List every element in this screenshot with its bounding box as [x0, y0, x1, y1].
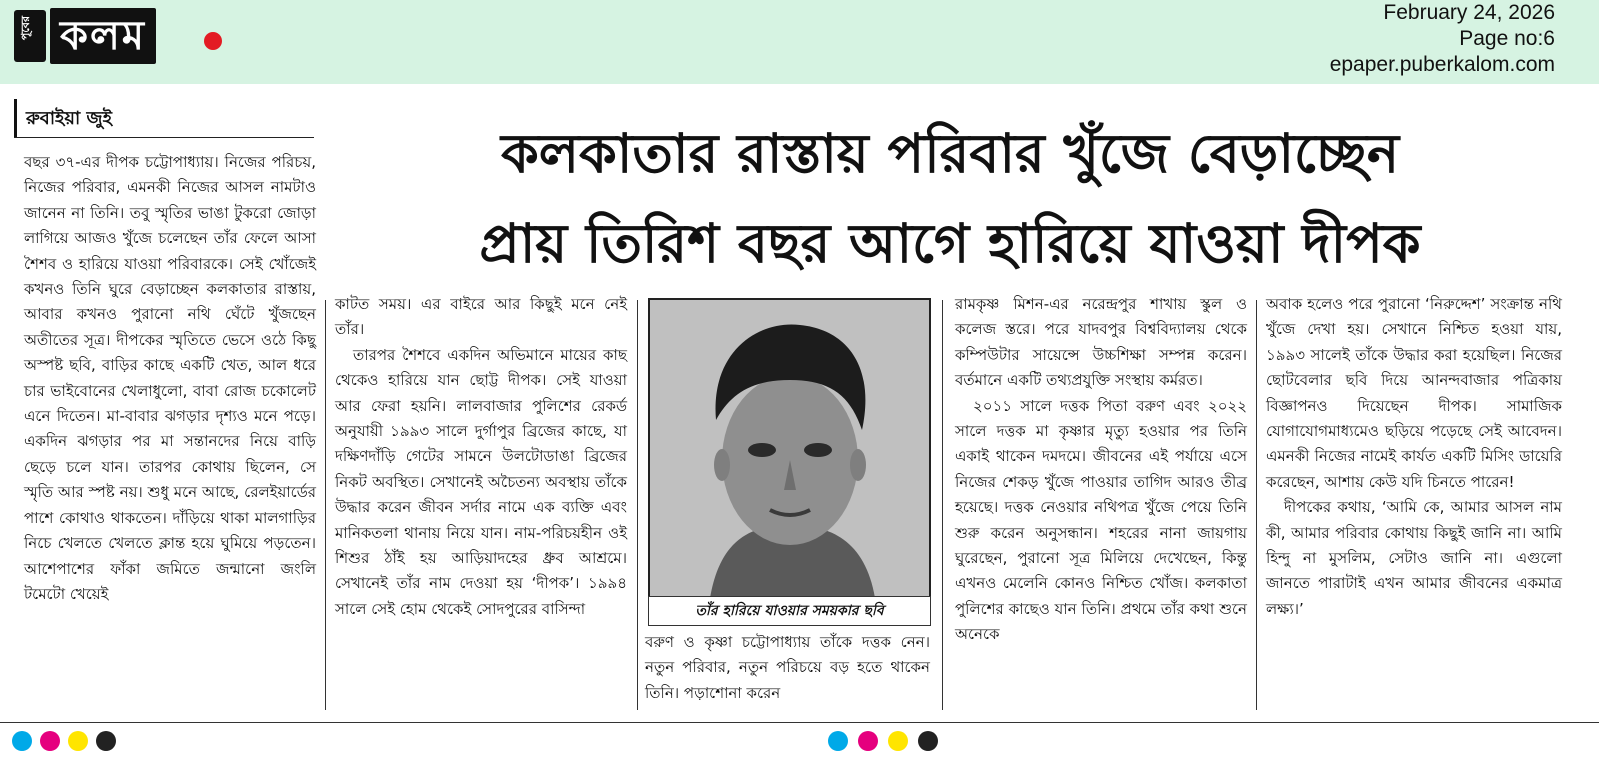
column-3-para-1: রামকৃষ্ণ মিশন-এর নরেন্দ্রপুর শাখায় স্কুল ও কলেজ স্তরে। পরে যাদবপুর বিশ্ববিদ্যালয় থেকে কম্পিউটার সায়েন্সে উচ্চশিক্ষা সম্পন্ন করেন। বর্তমানে একটি তথ্যপ্রযুক্তি সংস্থায় কর্মরত।: [955, 295, 1247, 390]
registration-mark-yellow: [68, 731, 88, 751]
column-1-text: বছর ৩৭-এর দীপক চট্টোপাধ্যায়। নিজের পরিচয়, নিজের পরিবার, এমনকী নিজের আসল নামটাও জানেন না তিনি। তবু স্মৃতির ভাঙা টুকরো জোড়া লাগিয়ে আজও খুঁজে চলেছেন তাঁর ফেলে আসা শৈশব ও হারিয়ে যাওয়া পরিবারকে। সেই খোঁজেই কখনও তিনি ঘুরে বেড়াচ্ছেন কলকাতার রাস্তায়, আবার কখনও পুরানো নথি ঘেঁটে খুঁজছেন অতীতের সূত্র। দীপকের স্মৃতিতে ভেসে ওঠে কিছু অস্পষ্ট ছবি, বাড়ির কাছে একটি খেত, আল ধরে চার ভাইবোনের খেলাধুলো, বাবা রোজ চকোলেট এনে দিতেন। মা-বাবার ঝগড়ার দৃশ্যও মনে পড়ে। একদিন ঝগড়ার পর মা সন্তানদের নিয়ে বাড়ি ছেড়ে চলে যান। তারপর কোথায় ছিলেন, সে স্মৃতি আর স্পষ্ট নয়। শুধু মনে আছে, রেলইয়ার্ডের পাশে কোথাও থাকতেন। দাঁড়িয়ে থাকা মালগাড়ির নিচে খেলতে খেলতে ক্লান্ত হয়ে ঘুমিয়ে পড়তেন। আশেপাশের ফাঁকা জমিতে জন্মানো জংলি টমেটো খেয়েই: [24, 153, 316, 603]
column-4-para-2: দীপকের কথায়, ‘আমি কে, আমার আসল নাম কী, আমার পরিবার কোথায় কিছুই জানি না। আমি হিন্দু না মুসলিম, সেটাও জানি না। এগুলো জানতে পারাটাই এখন আমার জীবনের একমাত্র লক্ষ্য।’: [1266, 498, 1562, 618]
registration-mark-cyan: [828, 731, 848, 751]
logo-side-tab: [14, 10, 46, 62]
registration-mark-yellow: [888, 731, 908, 751]
headline-line-1: কলকাতার রাস্তায় পরিবার খুঁজে বেড়াচ্ছেন: [500, 121, 1400, 185]
column-divider: [325, 300, 326, 710]
article-column-4: [1266, 292, 1562, 622]
registration-mark-black: [96, 731, 116, 751]
site-url[interactable]: epaper.puberkalom.com: [1329, 53, 1555, 76]
column-divider: [637, 300, 638, 710]
footer-rule: [0, 722, 1599, 723]
photo-caption: তাঁর হারিয়ে যাওয়ার সময়কার ছবি: [648, 596, 931, 626]
registration-mark-magenta: [40, 731, 60, 751]
deepak-childhood-photo[interactable]: [648, 298, 931, 626]
masthead: [0, 0, 1599, 84]
byline-rule: [14, 99, 17, 137]
column-3-para-2: ২০১১ সালে দত্তক পিতা বরুণ এবং ২০২২ সালে দত্তক মা কৃষ্ণার মৃত্যু হওয়ার পর তিনি একাই থাকেন দমদমে। জীবনের এই পর্যায়ে এসে নিজের শেকড় খুঁজে পাওয়ার তাগিদ আরও তীব্র হয়েছে। দত্তক নেওয়ার নথিপত্র খুঁজে পেয়ে তিনি শুরু করেন অনুসন্ধান। শহরের নানা জায়গায় ঘুরেছেন, পুরানো সূত্র মিলিয়ে দেখেছেন, কিন্তু এখনও মেলেনি কোনও নিশ্চিত খোঁজ। কলকাতা পুলিশের কাছেও যান তিনি। প্রথমে তাঁর কথা শুনে অনেকে: [955, 396, 1247, 644]
page-number: Page no:6: [1459, 27, 1555, 50]
registration-mark-cyan: [12, 731, 32, 751]
column-2b-text: বরুণ ও কৃষ্ণা চট্টোপাধ্যায় তাঁকে দত্তক নেন। নতুন পরিবার, নতুন পরিচয়ে বড় হতে থাকেন তিনি। পড়াশোনা করেন: [645, 633, 930, 702]
portrait-image: [650, 300, 929, 598]
article-column-2: [335, 292, 627, 622]
column-divider: [942, 300, 943, 710]
logo-side-text: পূবের: [19, 16, 32, 41]
article-column-3: [955, 292, 1247, 648]
column-4-para-1: অবাক হলেও পরে পুরানো ‘নিরুদ্দেশ’ সংক্রান্ত নথি খুঁজে দেখা হয়। সেখানে নিশ্চিত হওয়া যায়, ১৯৯৩ সালেই তাঁকে উদ্ধার করা হয়েছিল। নিজের ছোটবেলার ছবি দিয়ে আনন্দবাজার পত্রিকায় বিজ্ঞাপনও দিয়েছেন দীপক। সামাজিক যোগাযোগমাধ্যমেও ছড়িয়ে পড়েছে সেই আবেদন। এমনকী নিজের নামেই কার্যত একটি মিসিং ডায়েরি করেছেন, আশায় কেউ যদি চিনতে পারেন!: [1266, 295, 1562, 491]
logo-wordmark: কলম: [50, 8, 156, 64]
byline-underline: [14, 137, 314, 138]
registration-mark-black: [918, 731, 938, 751]
column-2-para-1: কাটত সময়। এর বাইরে আর কিছুই মনে নেই তাঁর।: [335, 295, 627, 339]
article-headline: [330, 108, 1570, 288]
edition-info: [1330, 0, 1555, 78]
article-column-1: [24, 150, 316, 607]
newspaper-logo[interactable]: [14, 6, 254, 64]
column-2-para-2: তারপর শৈশবে একদিন অভিমানে মায়ের কাছ থেকেও হারিয়ে যান ছোট্ট দীপক। সেই যাওয়া আর ফেরা হয়নি। লালবাজার পুলিশের রেকর্ড অনুযায়ী ১৯৯৩ সালে দুর্গাপুর ব্রিজের কাছে, যা দক্ষিণদাঁড়ি গেটের সামনে উলটোডাঙা ব্রিজের নিকট অবস্থিত। সেখানেই অচৈতন্য অবস্থায় তাঁকে উদ্ধার করেন জীবন সর্দার নামে এক ব্যক্তি এবং মানিকতলা থানায় নিয়ে যান। নাম-পরিচয়হীন ওই শিশুর ঠাঁই হয় আড়িয়াদহের ধ্রুব আশ্রমে। সেখানেই তাঁর নাম দেওয়া হয় ‘দীপক’। ১৯৯৪ সালে সেই হোম থেকেই সোদপুরের বাসিন্দা: [335, 345, 627, 618]
edition-date: February 24, 2026: [1383, 1, 1555, 24]
registration-mark-magenta: [858, 731, 878, 751]
article-column-2b: [645, 630, 930, 706]
byline: রুবাইয়া জুই: [26, 108, 112, 129]
column-divider: [1256, 300, 1257, 710]
headline-line-2: প্রায় তিরিশ বছর আগে হারিয়ে যাওয়া দীপক: [479, 211, 1421, 275]
logo-red-dot: [204, 32, 222, 50]
